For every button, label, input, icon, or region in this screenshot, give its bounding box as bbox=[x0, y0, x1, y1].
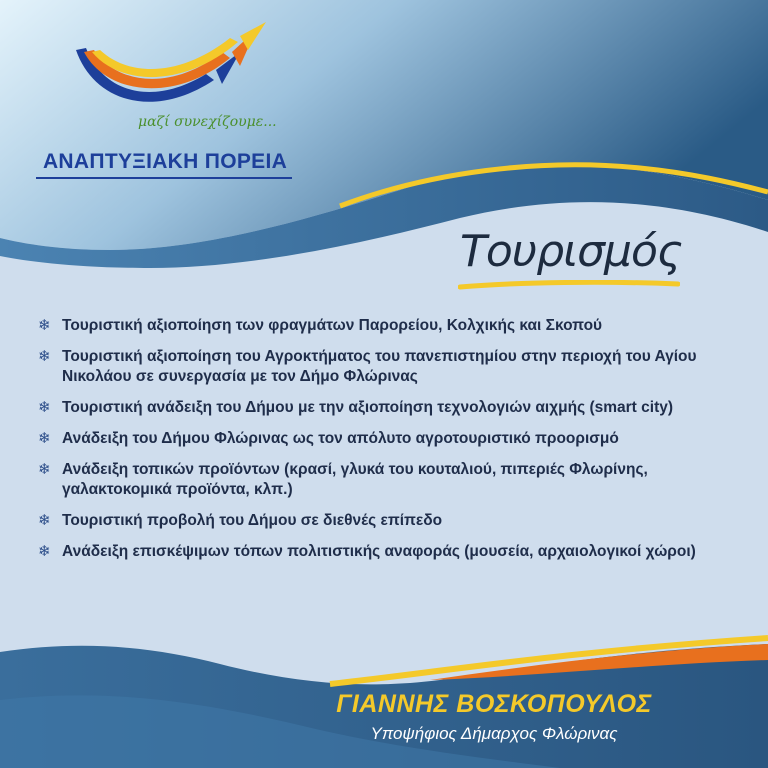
snowflake-icon: ❄ bbox=[38, 461, 51, 478]
party-logo bbox=[34, 22, 304, 182]
list-item bbox=[34, 398, 744, 418]
party-name: ΑΝΑΠΤΥΞΙΑΚΗ ΠΟΡΕΙΑ bbox=[42, 150, 288, 173]
snowflake-icon: ❄ bbox=[38, 543, 51, 560]
list-item bbox=[34, 429, 744, 449]
list-item bbox=[34, 511, 744, 531]
list-item bbox=[34, 347, 744, 387]
party-slogan: μαζί συνεχίζουμε... bbox=[138, 114, 277, 130]
snowflake-icon: ❄ bbox=[38, 317, 51, 334]
list-item-text: Τουριστική προβολή του Δήμου σε διεθνές επίπεδο bbox=[62, 512, 443, 529]
snowflake-icon: ❄ bbox=[38, 512, 51, 529]
snowflake-icon: ❄ bbox=[38, 399, 51, 416]
list-item-text: Τουριστική αξιοποίηση των φραγμάτων Παρορείου, Κολχικής και Σκοπού bbox=[62, 317, 603, 334]
candidate-role: Υποψήφιος Δήμαρχος Φλώρινας bbox=[370, 724, 618, 743]
tourism-points-list bbox=[34, 316, 744, 573]
list-item-text: Τουριστική αξιοποίηση του Αγροκτήματος του πανεπιστημίου στην περιοχή του Αγίου Νικολάου σε συνεργασία με τον Δήμο Φλώρινας bbox=[62, 348, 697, 385]
candidate-name: ΓΙΑΝΝΗΣ ΒΟΣΚΟΠΟΥΛΟΣ bbox=[336, 690, 652, 718]
snowflake-icon: ❄ bbox=[38, 348, 51, 365]
snowflake-icon: ❄ bbox=[38, 430, 51, 447]
list-item-text: Ανάδειξη επισκέψιμων τόπων πολιτιστικής αναφοράς (μουσεία, αρχαιολογικοί χώροι) bbox=[62, 543, 696, 560]
title-underline bbox=[458, 280, 680, 290]
list-item bbox=[34, 542, 744, 562]
list-item-text: Ανάδειξη τοπικών προϊόντων (κρασί, γλυκά του κουταλιού, πιπεριές Φλωρίνης, γαλακτοκομικά προϊόντα, κλπ.) bbox=[62, 461, 648, 498]
list-item-text: Τουριστική ανάδειξη του Δήμου με την αξιοποίηση τεχνολογιών αιχμής (smart city) bbox=[62, 399, 674, 416]
list-item bbox=[34, 460, 744, 500]
section-title: Τουρισμός bbox=[460, 226, 682, 277]
list-item bbox=[34, 316, 744, 336]
party-name-underline bbox=[36, 177, 292, 179]
list-item-text: Ανάδειξη του Δήμου Φλώρινας ως τον απόλυτο αγροτουριστικό προορισμό bbox=[62, 430, 619, 447]
